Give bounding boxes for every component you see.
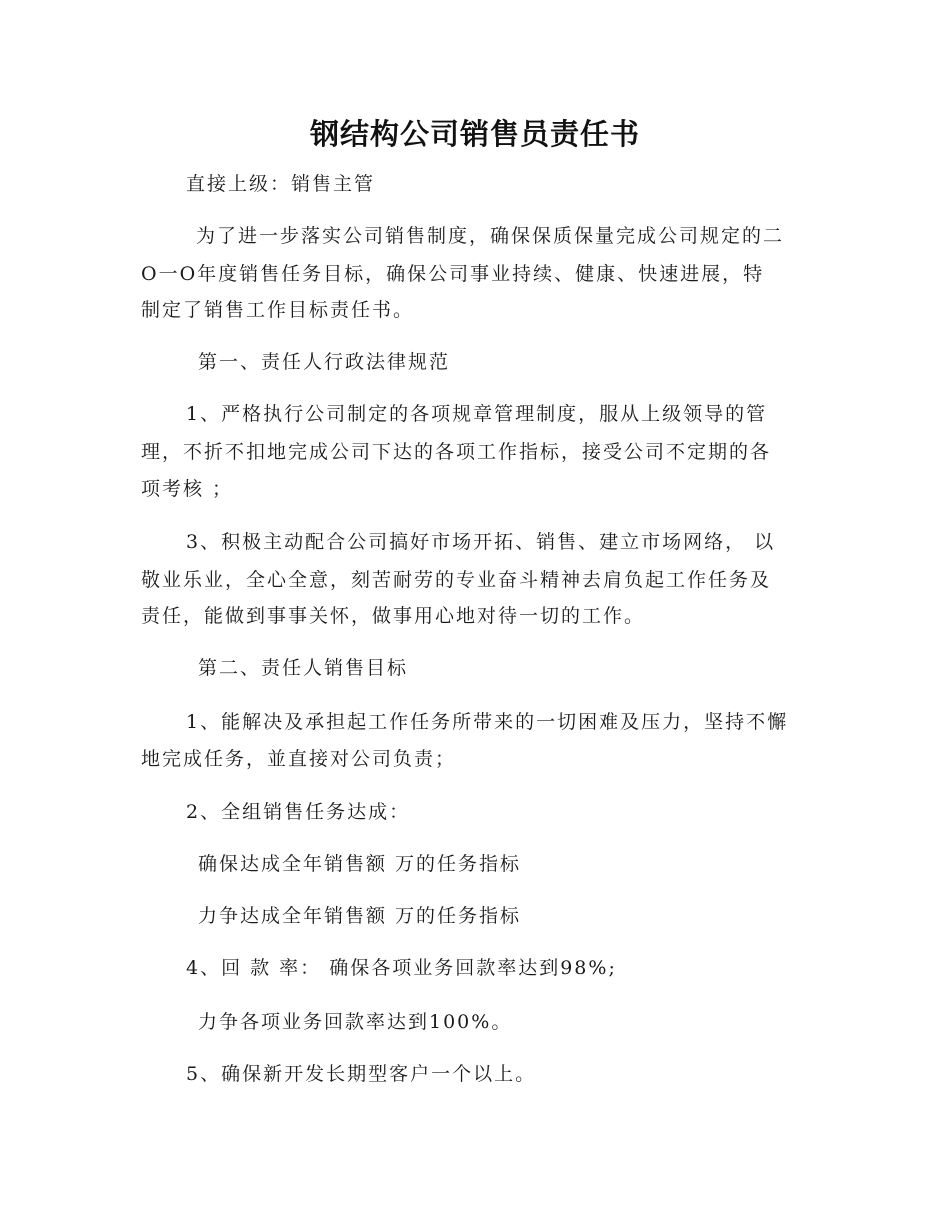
intro-line-2: O一O年度销售任务目标，确保公司事业持续、健康、快速进展，特 — [141, 263, 765, 285]
intro-line-3: 制定了销售工作目标责任书。 — [141, 299, 415, 321]
target-4-repayment-ensure: 4、回 款 率： 确保各项业务回款率达到98%; — [186, 957, 617, 979]
intro-line-1: 为了进一步落实公司销售制度，确保保质保量完成公司规定的二 — [196, 225, 785, 247]
section-1-heading: 第一、责任人行政法律规范 — [198, 351, 451, 373]
item-1-line-3: 项考核 ； — [141, 478, 234, 500]
target-5-new-customers: 5、确保新开发长期型客户一个以上。 — [186, 1063, 537, 1085]
section-2-heading: 第二、责任人销售目标 — [198, 657, 409, 679]
item-3-line-3: 责任，能做到事事关怀，做事用心地对待一切的工作。 — [141, 605, 646, 627]
target-1-line-1: 1、能解决及承担起工作任务所带来的一切困难及压力，坚持不懈 — [186, 711, 789, 733]
item-1-line-2: 理，不折不扣地完成公司下达的各项工作指标，接受公司不定期的各 — [141, 441, 772, 463]
item-3-line-2: 敬业乐业，全心全意，刻苦耐劳的专业奋斗精神去肩负起工作任务及 — [141, 569, 772, 591]
item-1-line-1: 1、严格执行公司制定的各项规章管理制度，服从上级领导的管 — [186, 403, 768, 425]
item-3-line-1: 3、积极主动配合公司搞好市场开拓、销售、建立市场网络， 以 — [186, 531, 776, 553]
target-1-line-2: 地完成任务，並直接对公司负责； — [141, 748, 457, 770]
target-2-heading: 2、全组销售任务达成： — [186, 801, 411, 823]
target-2-ensure: 确保达成全年销售额 万的任务指标 — [198, 853, 522, 875]
direct-superior: 直接上级：销售主管 — [186, 173, 376, 195]
target-4-repayment-strive: 力争各项业务回款率达到100%。 — [198, 1011, 513, 1033]
target-2-strive: 力争达成全年销售额 万的任务指标 — [198, 905, 522, 927]
document-title: 钢结构公司销售员责任书 — [309, 117, 640, 151]
